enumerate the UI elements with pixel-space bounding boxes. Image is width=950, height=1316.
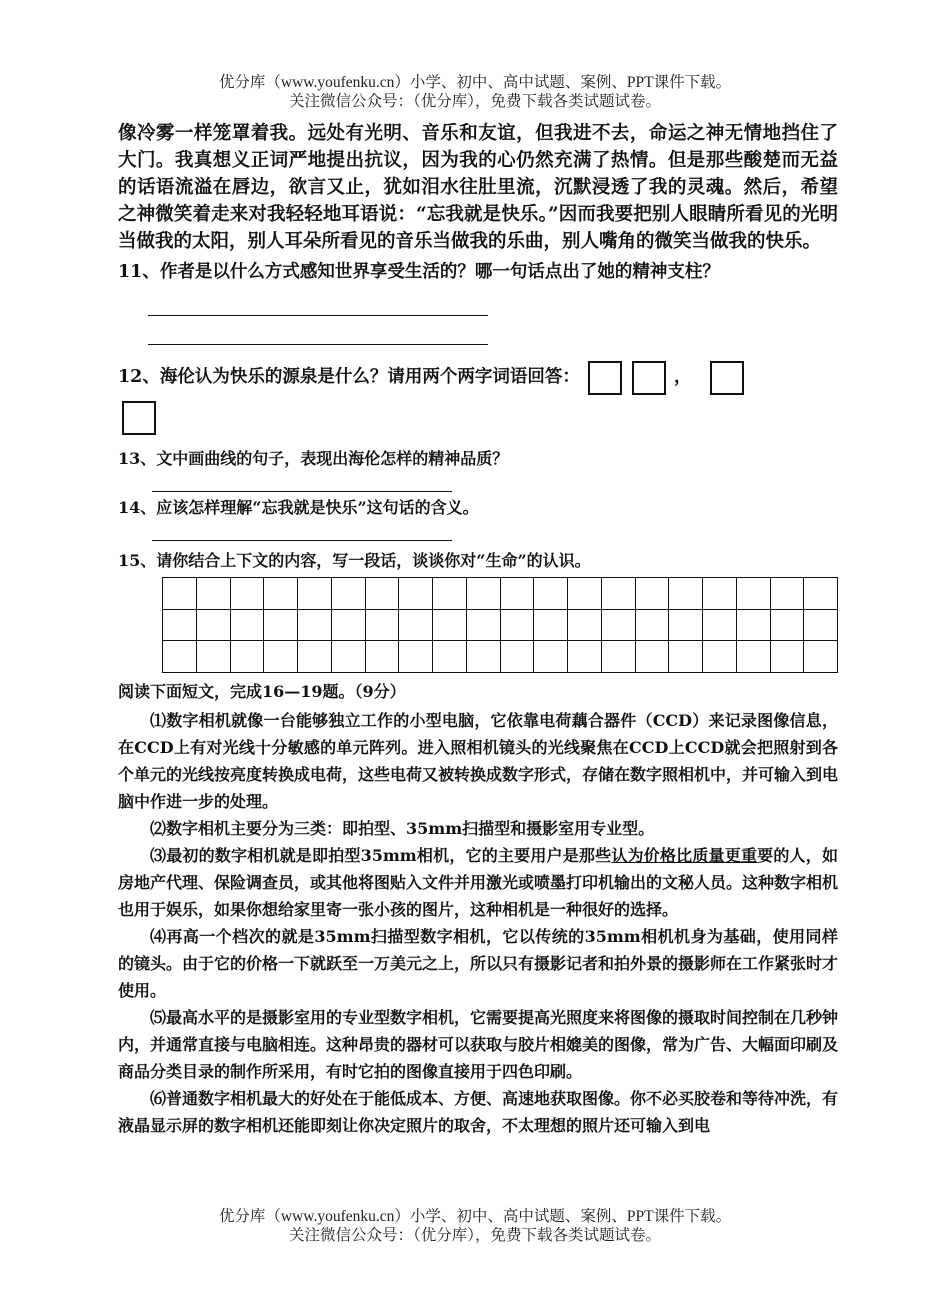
answer-separator: ， xyxy=(673,367,692,387)
header-line-2: 关注微信公众号：（优分库），免费下载各类试题试卷。 xyxy=(288,93,661,110)
answer-line-11a[interactable] xyxy=(148,285,488,316)
question-13: 13、文中画曲线的句子，表现出海伦怎样的精神品质？ xyxy=(118,449,509,468)
section-title: 阅读下面短文，完成16—19题。（9分） xyxy=(118,681,406,701)
paragraph-2: ⑵数字相机主要分为三类：即拍型、35mm扫描型和摄影室用专业型。 xyxy=(150,818,655,838)
answer-box-1[interactable] xyxy=(588,361,622,395)
question-15: 15、请你结合上下文的内容，写一段话，谈谈你对“生命”的认识。 xyxy=(118,551,591,570)
header-line-1: 优分库（www.youfenku.cn）小学、初中、高中试题、案例、PPT课件下载。 xyxy=(218,74,732,91)
answer-line-14[interactable] xyxy=(152,520,452,541)
answer-box-4[interactable] xyxy=(122,401,156,435)
grid-row xyxy=(163,641,838,673)
paragraph-1: ⑴数字相机就像一台能够独立工作的小型电脑，它依靠电荷藕合器件（CCD）来记录图像信息，在CCD上有对光线十分敏感的单元阵列。进入照相机镜头的光线聚焦在CCD上CCD就会把照射到各个单元的光线按亮度转换成电荷，这些电荷又被转换成数字形式，存储在数字照相机中，并可输入到电脑中作进一步的处理。 xyxy=(118,710,839,811)
passage-text: 像冷雾一样笼罩着我。远处有光明、音乐和友谊，但我进不去，命运之神无情地挡住了大门。我真想义正词严地提出抗议，因为我的心仍然充满了热情。但是那些酸楚而无益的话语流溢在唇边，欲言又止，犹如泪水往肚里流，沉默浸透了我的灵魂。然后，希望之神微笑着走来对我轻轻地耳语说：“忘我就是快乐。”因而我要把别人眼睛所看见的光明当做我的太阳，别人耳朵所看见的音乐当做我的乐曲，别人嘴角的微笑当做我的快乐。 xyxy=(118,123,838,252)
question-14: 14、应该怎样理解“忘我就是快乐”这句话的含义。 xyxy=(118,498,479,517)
paragraph-5: ⑸最高水平的是摄影室用的专业型数字相机，它需要提高光照度来将图像的摄取时间控制在几秒钟内，并通常直接与电脑相连。这种昂贵的器材可以获取与胶片相媲美的图像，常为广告、大幅面印刷及商品分类目录的制作所采用，有时它拍的图像直接用于四色印刷。 xyxy=(118,1007,839,1081)
page-content xyxy=(118,120,838,1139)
answer-line-11b[interactable] xyxy=(148,316,488,345)
page-footer xyxy=(0,1207,950,1245)
question-12: 12、海伦认为快乐的源泉是什么？请用两个两字词语回答： xyxy=(118,367,580,387)
grid-row xyxy=(163,578,838,610)
page-header xyxy=(0,73,950,111)
paragraph-4: ⑷再高一个档次的就是35mm扫描型数字相机，它以传统的35mm相机机身为基础，使用同样的镜头。由于它的价格一下就跃至一万美元之上，所以只有摄影记者和拍外景的摄影师在工作紧张时才使用。 xyxy=(118,926,839,1000)
paragraph-3-rest: 的人，如房地产代理、保险调查员，或其他将图贴入文件并用激光或喷墨打印机输出的文秘人员。这种数字相机也用于娱乐，如果你想给家里寄一张小孩的图片，这种相机是一种很好的选择。 xyxy=(118,845,839,919)
footer-line-2: 关注微信公众号：（优分库），免费下载各类试题试卷。 xyxy=(288,1227,661,1244)
question-11: 11、作者是以什么方式感知世界享受生活的？哪一句话点出了她的精神支柱？ xyxy=(118,262,720,282)
paragraph-3-start: ⑶最初的数字相机就是即拍型35mm相机，它的主要用户是那些 xyxy=(150,845,612,865)
question-12-block xyxy=(118,357,838,437)
grid-row xyxy=(163,609,838,641)
answer-line-13[interactable] xyxy=(152,471,452,492)
writing-grid[interactable] xyxy=(162,577,838,673)
underlined-phrase: 认为价格比质量更重 xyxy=(611,845,758,865)
paragraph-3-word: 要 xyxy=(757,845,774,865)
footer-line-1: 优分库（www.youfenku.cn）小学、初中、高中试题、案例、PPT课件下载。 xyxy=(218,1208,732,1225)
paragraph-6: ⑹普通数字相机最大的好处在于能低成本、方便、高速地获取图像。你不必买胶卷和等待冲洗，有液晶显示屏的数字相机还能即刻让你决定照片的取舍，不太理想的照片还可输入到电 xyxy=(118,1088,839,1135)
answer-box-2[interactable] xyxy=(632,361,666,395)
answer-box-3[interactable] xyxy=(710,361,744,395)
paragraph-3 xyxy=(118,842,838,923)
